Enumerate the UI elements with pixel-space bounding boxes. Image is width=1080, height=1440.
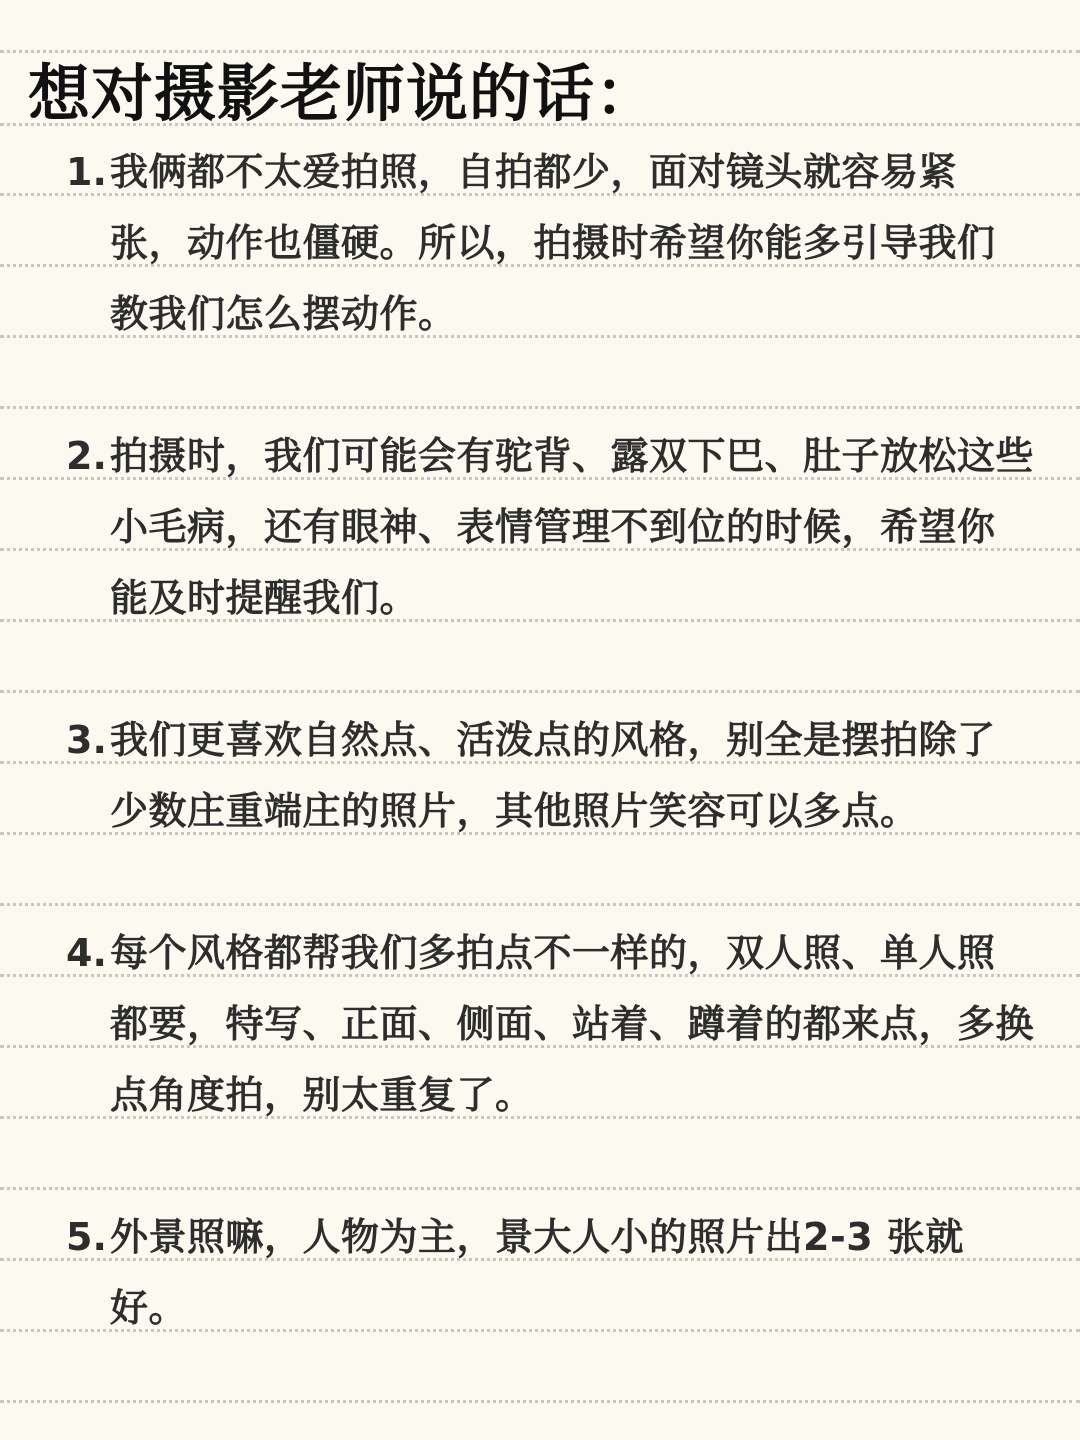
item-text-line: 张，动作也僵硬。所以，拍摄时希望你能多引导我们	[110, 221, 996, 265]
item-text-line: 每个风格都帮我们多拍点不一样的，双人照、单人照	[110, 931, 996, 975]
item-number: 1.	[66, 150, 107, 194]
ruled-line	[0, 1187, 1080, 1190]
page-title: 想对摄影老师说的话：	[28, 57, 659, 130]
item-number: 4.	[66, 931, 107, 975]
ruled-line	[0, 50, 1080, 53]
item-text-line: 都要，特写、正面、侧面、站着、蹲着的都来点，多换	[110, 1002, 1035, 1046]
ruled-line	[0, 406, 1080, 409]
item-text-line: 拍摄时，我们可能会有驼背、露双下巴、肚子放松这些	[110, 434, 1035, 478]
item-number: 3.	[66, 718, 107, 762]
item-text-line: 外景照嘛，人物为主，景大人小的照片出2-3 张就	[110, 1215, 964, 1259]
item-text-line: 小毛病，还有眼神、表情管理不到位的时候，希望你	[110, 505, 996, 549]
item-text-line: 教我们怎么摆动作。	[110, 292, 457, 336]
ruled-line	[0, 903, 1080, 906]
item-text-line: 我们更喜欢自然点、活泼点的风格，别全是摆拍除了	[110, 718, 996, 762]
item-text-line: 我俩都不太爱拍照，自拍都少，面对镜头就容易紧	[110, 150, 958, 194]
item-number: 2.	[66, 434, 107, 478]
item-number: 5.	[66, 1215, 107, 1259]
item-text-line: 少数庄重端庄的照片，其他照片笑容可以多点。	[110, 789, 919, 833]
ruled-line	[0, 690, 1080, 693]
ruled-line	[0, 1400, 1080, 1403]
item-text-line: 好。	[110, 1286, 188, 1330]
item-text-line: 能及时提醒我们。	[110, 576, 419, 620]
item-text-line: 点角度拍，别太重复了。	[110, 1073, 534, 1117]
